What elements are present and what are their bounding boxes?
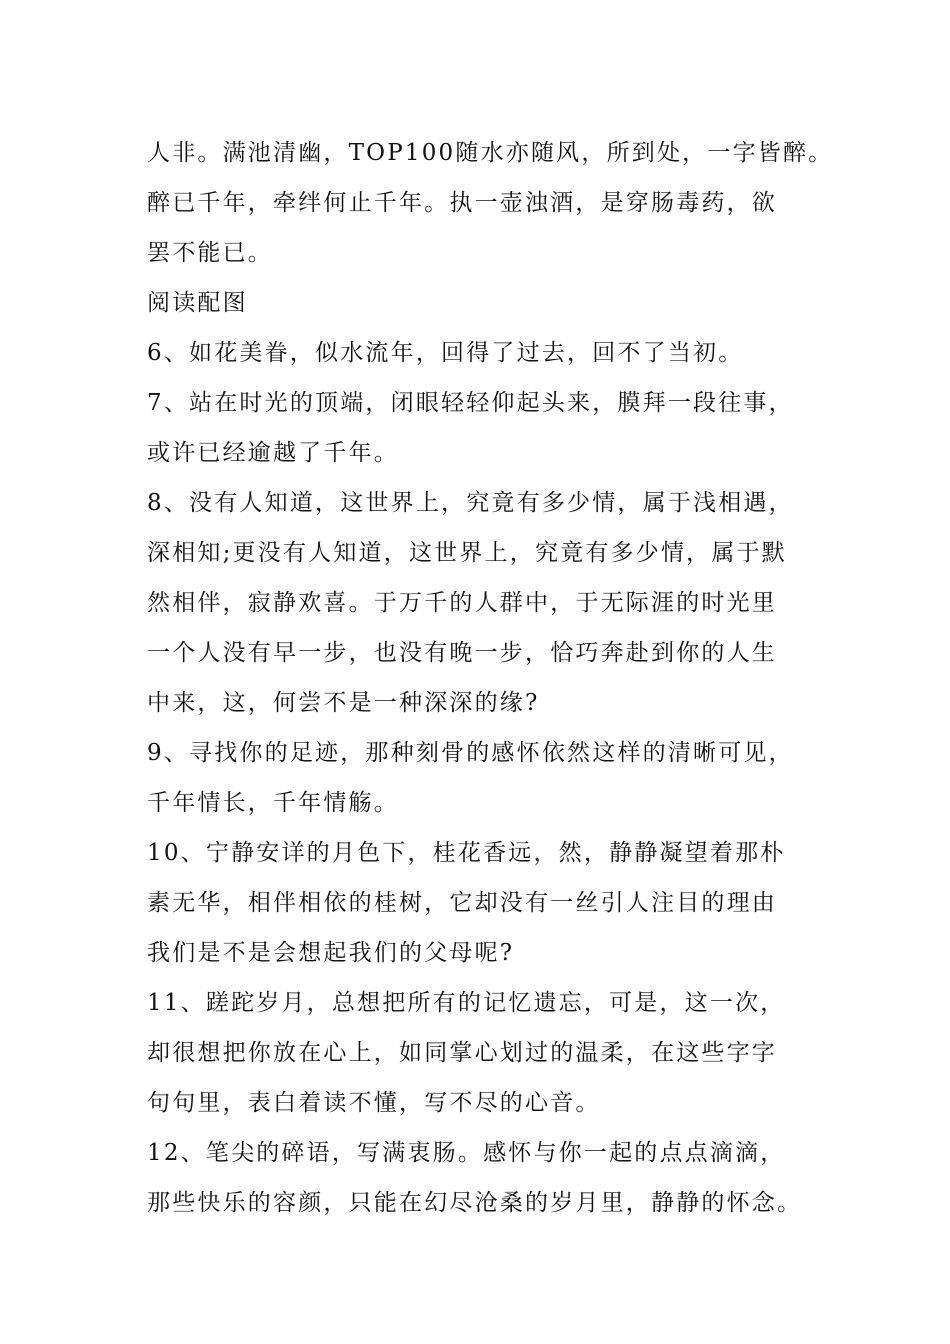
text-line: 罢不能已。 (147, 240, 273, 266)
text-line: 句句里，表白着读不懂，写不尽的心音。 (147, 1090, 601, 1116)
text-line: 却很想把你放在心上，如同掌心划过的温柔，在这些字字 (147, 1040, 777, 1066)
text-line: 9、寻找你的足迹，那种刻骨的感怀依然这样的清晰可见， (147, 740, 794, 766)
text-line: 我们是不是会想起我们的父母呢? (147, 940, 515, 966)
text-line: 千年情长，千年情觞。 (147, 790, 399, 816)
document-body (147, 128, 847, 1228)
text-line: 一个人没有早一步，也没有晚一步，恰巧奔赴到你的人生 (147, 640, 777, 666)
text-line: 深相知;更没有人知道，这世界上，究竟有多少情，属于默 (147, 540, 787, 566)
text-line: 那些快乐的容颜，只能在幻尽沧桑的岁月里，静静的怀念。 (147, 1190, 803, 1216)
text-line: 7、站在时光的顶端，闭眼轻轻仰起头来，膜拜一段往事， (147, 390, 794, 416)
text-line: 11、蹉跎岁月，总想把所有的记忆遗忘，可是，这一次， (147, 990, 786, 1016)
text-line: 10、宁静安详的月色下，桂花香远，然，静静凝望着那朴 (147, 840, 786, 866)
text-line: 12、笔尖的碎语，写满衷肠。感怀与你一起的点点滴滴， (147, 1140, 786, 1166)
text-line: 6、如花美眷，似水流年，回得了过去，回不了当初。 (147, 340, 744, 366)
text-line: 然相伴，寂静欢喜。于万千的人群中，于无际涯的时光里 (147, 590, 777, 616)
text-line: 或许已经逾越了千年。 (147, 440, 399, 466)
text-line: 中来，这，何尝不是一种深深的缘? (147, 690, 540, 716)
text-line: 醉已千年，牵绊何止千年。执一壶浊酒，是穿肠毒药，欲 (147, 190, 777, 216)
text-line: 8、没有人知道，这世界上，究竟有多少情，属于浅相遇， (147, 490, 794, 516)
text-line: 人非。满池清幽，TOP100随水亦随风，所到处，一字皆醉。 (147, 140, 834, 166)
text-line: 素无华，相伴相依的桂树，它却没有一丝引人注目的理由 (147, 890, 777, 916)
section-heading: 阅读配图 (147, 290, 248, 316)
